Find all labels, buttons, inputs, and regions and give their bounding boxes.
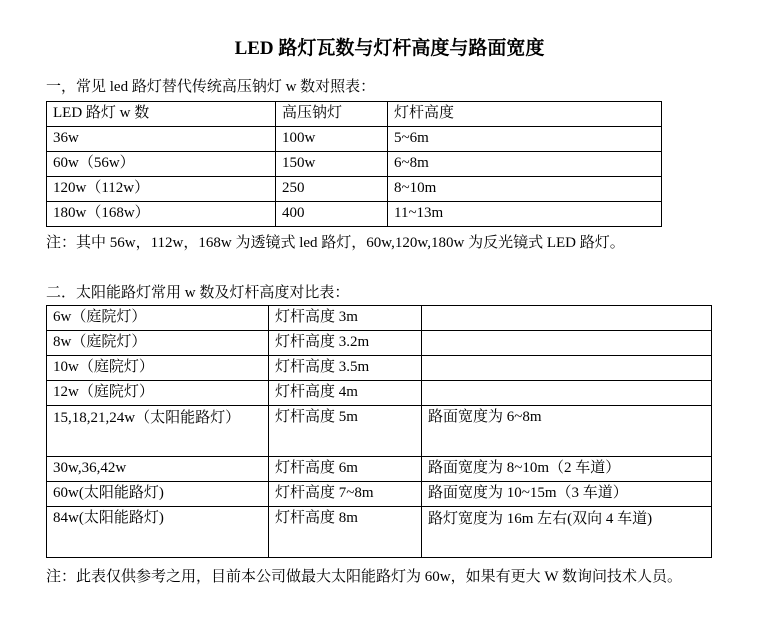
table-cell: 5~6m	[388, 127, 662, 152]
table-cell	[422, 331, 712, 356]
header-cell: 高压钠灯	[276, 102, 388, 127]
table-cell: 路面宽度为 10~15m（3 车道）	[422, 482, 712, 507]
table-row	[47, 482, 712, 507]
table-cell	[422, 356, 712, 381]
table-row	[47, 202, 662, 227]
section1-note: 注：其中 56w，112w，168w 为透镜式 led 路灯，60w,120w,180w 为反光镜式 LED 路灯。	[46, 235, 625, 251]
table-cell: 10w（庭院灯）	[47, 356, 269, 381]
table-row	[47, 507, 712, 558]
table-cell: 250	[276, 177, 388, 202]
table-cell: 灯杆高度 3.5m	[269, 356, 422, 381]
table-row	[47, 152, 662, 177]
table-cell: 150w	[276, 152, 388, 177]
table-cell: 12w（庭院灯）	[47, 381, 269, 406]
table-cell: 180w（168w）	[47, 202, 276, 227]
table-cell: 36w	[47, 127, 276, 152]
table-cell: 15,18,21,24w（太阳能路灯）	[47, 406, 269, 457]
header-cell: LED 路灯 w 数	[47, 102, 276, 127]
header-cell: 灯杆高度	[388, 102, 662, 127]
section2-heading: 二．太阳能路灯常用 w 数及灯杆高度对比表：	[46, 285, 350, 301]
table-cell: 路灯宽度为 16m 左右(双向 4 车道)	[422, 507, 712, 558]
table-row	[47, 306, 712, 331]
table-row	[47, 177, 662, 202]
table-cell: 120w（112w）	[47, 177, 276, 202]
table-cell: 11~13m	[388, 202, 662, 227]
led-vs-sodium-table	[46, 101, 662, 227]
table-header-row	[47, 102, 662, 127]
table-cell: 灯杆高度 5m	[269, 406, 422, 457]
table-cell	[422, 306, 712, 331]
table-cell: 6~8m	[388, 152, 662, 177]
table-cell: 100w	[276, 127, 388, 152]
table-cell: 路面宽度为 8~10m（2 车道）	[422, 457, 712, 482]
table-cell: 84w(太阳能路灯)	[47, 507, 269, 558]
table-cell	[422, 381, 712, 406]
table-cell: 灯杆高度 8m	[269, 507, 422, 558]
table-cell: 60w（56w）	[47, 152, 276, 177]
table-row	[47, 457, 712, 482]
table-cell: 8w（庭院灯）	[47, 331, 269, 356]
table-cell: 60w(太阳能路灯)	[47, 482, 269, 507]
table-row	[47, 331, 712, 356]
table-cell: 灯杆高度 3.2m	[269, 331, 422, 356]
table-cell: 400	[276, 202, 388, 227]
table-cell: 灯杆高度 3m	[269, 306, 422, 331]
table-cell: 6w（庭院灯）	[47, 306, 269, 331]
table-row	[47, 381, 712, 406]
table-cell: 8~10m	[388, 177, 662, 202]
section1-heading: 一，常见 led 路灯替代传统高压钠灯 w 数对照表：	[46, 79, 376, 95]
table-cell: 路面宽度为 6~8m	[422, 406, 712, 457]
section2-note: 注：此表仅供参考之用，目前本公司做最大太阳能路灯为 60w，如果有更大 W 数询问技术人员。	[46, 569, 682, 585]
table-cell: 灯杆高度 7~8m	[269, 482, 422, 507]
table-row	[47, 127, 662, 152]
table-cell: 灯杆高度 4m	[269, 381, 422, 406]
table-row	[47, 406, 712, 457]
solar-light-table	[46, 305, 712, 558]
table-row	[47, 356, 712, 381]
document-title: LED 路灯瓦数与灯杆高度与路面宽度	[234, 38, 545, 59]
table-cell: 灯杆高度 6m	[269, 457, 422, 482]
table-cell: 30w,36,42w	[47, 457, 269, 482]
